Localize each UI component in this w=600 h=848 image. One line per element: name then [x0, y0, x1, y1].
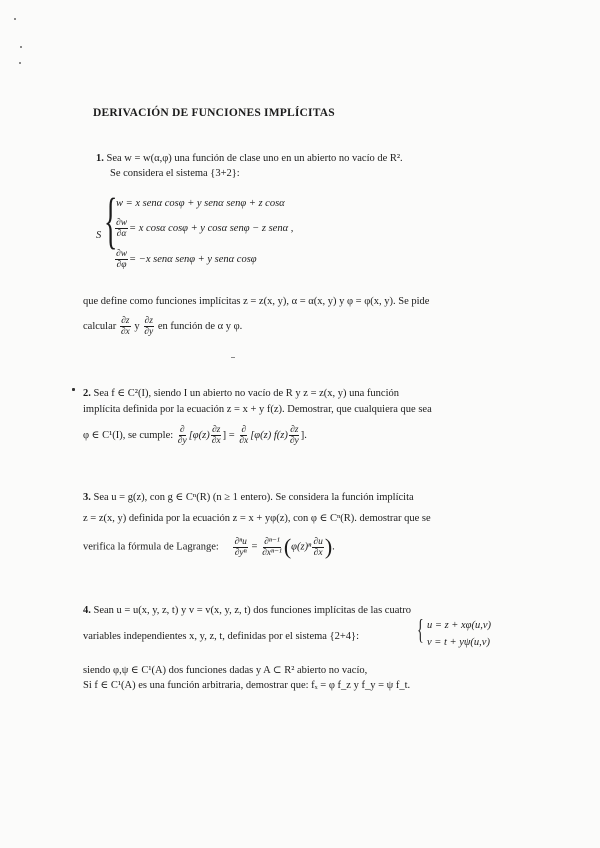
system-label: S	[96, 230, 102, 241]
fraction: $\frac{\partial z}{\partial x}$	[211, 425, 221, 446]
fraction: $\frac{\text{∂ⁿ⁻¹}}{\text{∂xⁿ⁻¹}}$	[262, 536, 282, 558]
problem-text: Sea w = w(α,φ) una función de clase uno en un abierto no vacío de R².	[106, 153, 403, 164]
system-eq-2: $\frac{\partial w}{\partial\alpha}$ = x cosα cosφ + y cosα senφ − z senα ,	[116, 218, 294, 239]
problem-4-line-3: siendo φ,ψ ∈ C¹(A) dos funciones dadas y A ⊂ R² abierto no vacío,	[83, 665, 368, 676]
problem-1-request: calcular $\frac{\partial z}{\partial x}$ y $\frac{\partial z}{\partial y}$ en función de α y φ.	[83, 316, 243, 337]
problem-1-intro	[96, 152, 403, 166]
problem-2-line-1: 2. Sea f ∈ C²(I), siendo I un abierto no vacío de R y z = z(x, y) una función	[83, 388, 400, 399]
system-eq-v: v = t + yψ(u,v)	[427, 637, 490, 648]
system-eq-3: $\frac{\partial w}{\partial\varphi}$ = −x senα senφ + y senα cosφ	[116, 249, 257, 270]
page-title: DERIVACIÓN DE FUNCIONES IMPLÍCITAS	[93, 107, 335, 119]
problem-3-line-2: z = z(x, y) definida por la ecuación z = x + yφ(z), con φ ∈ Cⁿ(R). demostrar que se	[83, 513, 431, 524]
scan-speck	[20, 46, 22, 48]
fraction: $\frac{\partial z}{\partial y}$	[144, 316, 154, 337]
problem-number: 1.	[96, 153, 104, 164]
system-eq-u: u = z + xφ(u,v)	[427, 620, 492, 631]
problem-2-line-2: implícita definida por la ecuación z = x + y f(z). Demostrar, que cualquiera que sea	[83, 404, 432, 415]
fraction: $\frac{\partial z}{\partial y}$	[289, 425, 299, 446]
fraction: $\frac{\partial z}{\partial x}$	[120, 316, 130, 337]
problem-4-line-2: variables independientes x, y, z, t, definidas por el sistema {2+4}:	[83, 631, 359, 642]
system-brace: {	[417, 615, 424, 646]
problem-2-formula: φ ∈ C¹(I), se cumple: $\frac{\partial}{\partial y}$ [φ(z) $\frac{\partial z}{\partial x}$ ] = $\frac{\partial}{\partial x}$ [φ(z) f(z) $\frac{\partial z}{\partial y}$ ].	[83, 425, 307, 446]
problem-1-system-intro: Se considera el sistema {3+2}:	[110, 168, 240, 179]
system-eq-1: w = x senα cosφ + y senα senφ + z cosα	[116, 198, 285, 209]
scan-speck	[14, 18, 16, 20]
fraction: $\frac{\partial w}{\partial\varphi}$	[116, 249, 128, 270]
fraction: $\frac{\partial}{\partial x}$	[239, 425, 249, 446]
fraction: $\frac{\partial}{\partial y}$	[177, 425, 187, 446]
problem-3-formula: verifica la fórmula de Lagrange: $\frac{\text{∂ⁿu}}{\text{∂yⁿ}}$ = $\frac{\text{∂ⁿ⁻¹}}{\text{∂xⁿ⁻¹}}$ (φ(z)ⁿ $\frac{\partial u}{\partial x}$ ).	[83, 534, 335, 559]
fraction: $\frac{\text{∂ⁿu}}{\text{∂yⁿ}}$	[234, 536, 247, 558]
problem-4-line-4: Si f ∈ C¹(A) es una función arbitraria, demostrar que: fₓ = φ f_z y f_y = ψ f_t.	[83, 680, 411, 691]
scan-speck	[19, 62, 21, 64]
problem-1-conclusion: que define como funciones implícitas z = z(x, y), α = α(x, y) y φ = φ(x, y). Se pide	[83, 296, 430, 307]
scan-speck	[72, 388, 75, 391]
fraction: $\frac{\partial u}{\partial x}$	[313, 536, 323, 558]
system-brace: {	[104, 187, 118, 255]
problem-4-line-1: 4. Sean u = u(x, y, z, t) y v = v(x, y, z, t) dos funciones implícitas de las cuatro	[83, 605, 412, 616]
problem-3-line-1: 3. Sea u = g(z), con g ∈ Cⁿ(R) (n ≥ 1 entero). Se considera la función implícita	[83, 492, 414, 503]
fraction: $\frac{\partial w}{\partial\alpha}$	[116, 218, 128, 239]
scan-mark	[231, 357, 235, 358]
